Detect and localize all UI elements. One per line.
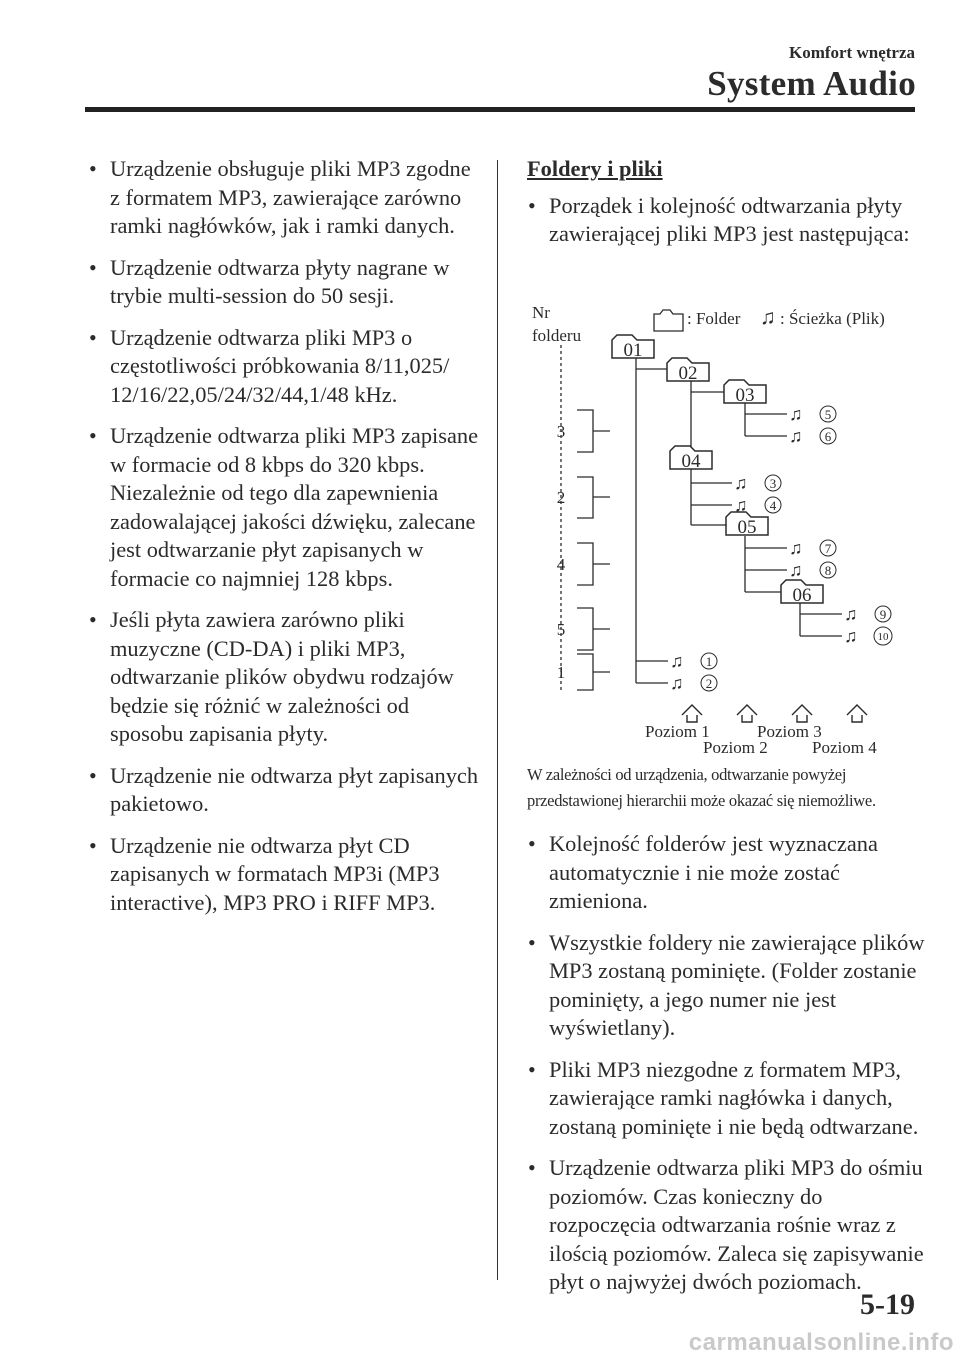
column-divider [497, 160, 498, 1280]
track-number: 1 [705, 654, 713, 669]
music-note-icon: ♫ [789, 560, 803, 580]
music-note-icon: ♫ [844, 604, 858, 624]
left-column [88, 155, 483, 930]
music-note-icon: ♫ [734, 473, 748, 493]
section-title: Foldery i pliki [527, 156, 663, 181]
music-note-icon: ♫ [844, 626, 858, 646]
up-arrow-icon [737, 705, 757, 722]
track-number: 2 [705, 676, 713, 691]
list-item: • Pliki MP3 niezgodne z formatem MP3, zawierające ramki nagłówka i danych, zostaną pominięte i nie będą odtwarzane. [527, 1056, 927, 1142]
up-arrow-icon [847, 705, 867, 722]
level-label: Poziom 3 [757, 722, 822, 741]
right-column-bottom [527, 830, 927, 1310]
folder-label: 06 [792, 585, 812, 606]
folder-hierarchy-diagram [527, 295, 927, 765]
bracket-3 [577, 543, 610, 585]
folder-label: 01 [623, 340, 643, 361]
list-item: • Urządzenie obsługuje pliki MP3 zgodne z formatem MP3, zawierające zarówno ramki nagłówków, jak i ramki danych. [88, 155, 483, 241]
folder-icon [654, 310, 683, 331]
diagram-caption [527, 762, 927, 814]
music-note-icon: ♫ [670, 651, 684, 671]
list-item: • Urządzenie nie odtwarza płyt zapisanych pakietowo. [88, 762, 483, 819]
track-number: 4 [769, 498, 777, 513]
level-label: Poziom 4 [812, 738, 877, 757]
bracket-2 [577, 477, 610, 518]
music-note-icon: ♫ [789, 426, 803, 446]
level-label: Poziom 1 [645, 722, 710, 741]
page-number: 5-19 [860, 1288, 915, 1321]
track-number: 3 [769, 476, 777, 491]
page-title: System Audio [707, 64, 916, 103]
folder-label: 04 [681, 451, 701, 472]
track-number: 8 [824, 563, 832, 578]
bracket-1 [577, 410, 610, 452]
folder-number: 1 [556, 663, 566, 682]
folder-number: 2 [556, 488, 566, 507]
footer-watermark: carmanualsonline.info [688, 1329, 954, 1356]
header-section-label: Komfort wnętrza [788, 43, 915, 62]
track-number: 9 [879, 607, 887, 622]
list-item: • Jeśli płyta zawiera zarówno pliki muzyczne (CD-DA) i pliki MP3, odtwarzanie plików obydwu rodzajów będzie się różnić w zależności od sposobu zapisania płyty. [88, 606, 483, 749]
folder-number: 3 [556, 422, 566, 441]
list-item: • Urządzenie odtwarza pliki MP3 o częstotliwości próbkowania 8/11,025/ 12/16/22,05/24/32/44,1/48 kHz. [88, 324, 483, 410]
track-number: 5 [824, 407, 832, 422]
folder-number-label: Nr [532, 303, 550, 322]
music-note-icon: ♫ [789, 404, 803, 424]
legend-folder: : Folder [687, 309, 741, 328]
bracket-5 [577, 654, 610, 690]
track-number: 6 [824, 429, 832, 444]
folder-label: 03 [735, 385, 755, 406]
list-item: • Kolejność folderów jest wyznaczana automatycznie i nie może zostać zmieniona. [527, 830, 927, 916]
lower-bullet-list [527, 830, 927, 1297]
left-bullet-list [88, 155, 483, 917]
list-item: • Urządzenie odtwarza płyty nagrane w trybie multi-session do 50 sesji. [88, 254, 483, 311]
caption-line: W zależności od urządzenia, odtwarzanie powyżej [527, 765, 847, 784]
list-item: • Urządzenie odtwarza pliki MP3 zapisane w formacie od 8 kbps do 320 kbps. Niezależnie od tego dla zapewnienia zadowalającej jakości dźwięku, zalecane jest odtwarzanie płyt zapisanych w formacie co najmniej 128 kbps. [88, 422, 483, 593]
list-item: • Wszystkie foldery nie zawierające plików MP3 zostaną pominięte. (Folder zostanie pominięty, a jego numer nie jest wyświetlany). [527, 929, 927, 1043]
list-item: • Urządzenie nie odtwarza płyt CD zapisanych w formatach MP3i (MP3 interactive), MP3 PRO i RIFF MP3. [88, 832, 483, 918]
music-note-icon: ♫ [670, 673, 684, 693]
folder-label: 02 [678, 363, 698, 384]
right-column-top [527, 155, 927, 262]
track-number: 7 [824, 541, 832, 556]
music-note-icon: ♫ [789, 538, 803, 558]
folder-number: 5 [556, 620, 566, 639]
folder-number-label: folderu [532, 326, 582, 345]
music-note-icon: ♫ [760, 305, 776, 329]
header-rule [85, 107, 915, 112]
track-number: 10 [877, 631, 889, 643]
folder-label: 05 [737, 517, 757, 538]
list-item: • Porządek i kolejność odtwarzania płyty zawierającej pliki MP3 jest następująca: [527, 192, 927, 249]
up-arrow-icon [682, 705, 702, 722]
level-label: Poziom 2 [703, 738, 768, 757]
bracket-4 [577, 608, 610, 650]
legend-track: : Ścieżka (Plik) [780, 309, 885, 328]
music-note-icon: ♫ [734, 495, 748, 515]
folder-number: 4 [556, 555, 566, 574]
caption-line: przedstawionej hierarchii może okazać się niemożliwe. [527, 791, 876, 810]
up-arrow-icon [792, 705, 812, 722]
list-item: • Urządzenie odtwarza pliki MP3 do ośmiu poziomów. Czas konieczny do rozpoczęcia odtwarzania rośnie wraz z ilością poziomów. Zaleca się zapisywanie płyt o najwyżej dwóch poziomach. [527, 1154, 927, 1297]
intro-bullet-list [527, 192, 927, 249]
